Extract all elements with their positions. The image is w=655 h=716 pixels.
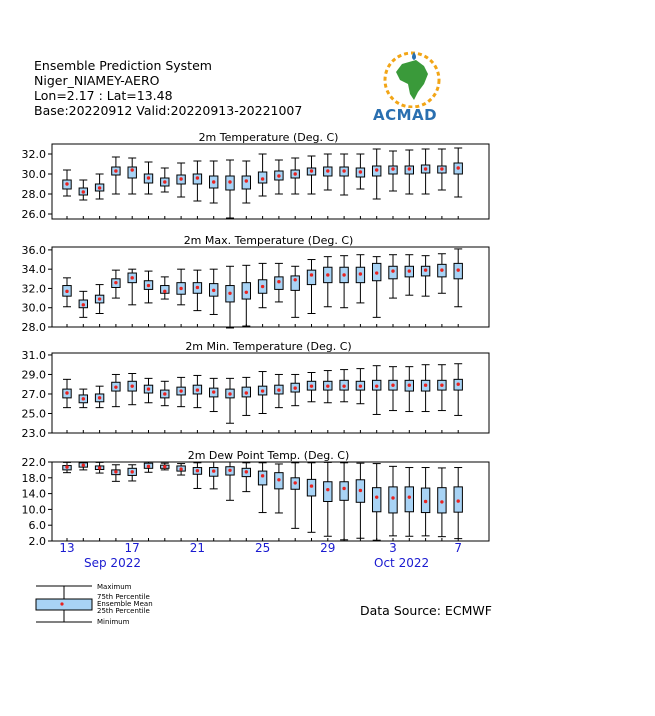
box-13 <box>63 170 71 196</box>
box-13 <box>63 379 71 407</box>
iqr-box <box>258 471 266 485</box>
legend-mean: Ensemble Mean <box>97 600 153 608</box>
mean-dot <box>342 384 345 387</box>
box-14 <box>79 291 87 317</box>
box-26 <box>275 464 283 513</box>
mean-dot <box>342 487 345 490</box>
panel-4 <box>22 449 490 548</box>
box-16 <box>112 374 120 406</box>
mean-dot <box>391 383 394 386</box>
box-24 <box>242 161 250 203</box>
box-7 <box>454 364 462 416</box>
mean-dot <box>196 469 199 472</box>
box-27 <box>291 158 299 194</box>
chart-panels <box>22 131 490 548</box>
y-tick-label: 10.0 <box>21 503 46 517</box>
box-5 <box>421 256 429 296</box>
mean-dot <box>65 465 68 468</box>
mean-dot <box>359 272 362 275</box>
box-17 <box>128 158 136 194</box>
mean-dot <box>228 392 231 395</box>
y-tick-label: 22.0 <box>21 456 46 469</box>
mean-dot <box>294 386 297 389</box>
station-name: Niger_NIAMEY-AERO <box>34 73 160 88</box>
mean-dot <box>424 383 427 386</box>
mean-dot <box>294 278 297 281</box>
panel-title: 2m Temperature (Deg. C) <box>198 131 339 144</box>
mean-dot <box>310 273 313 276</box>
box-18 <box>144 462 152 472</box>
mean-dot <box>98 466 101 469</box>
mean-dot <box>114 385 117 388</box>
box-6 <box>438 365 446 411</box>
box-3 <box>389 466 397 536</box>
y-tick-label: 6.0 <box>28 519 46 533</box>
panel-frame <box>52 144 489 219</box>
mean-dot <box>375 271 378 274</box>
box-17 <box>128 269 136 305</box>
mean-dot <box>310 169 313 172</box>
box-15 <box>95 285 103 314</box>
box-5 <box>421 365 429 412</box>
panel-title: 2m Dew Point Temp. (Deg. C) <box>187 449 350 462</box>
box-13 <box>63 278 71 307</box>
box-20 <box>177 464 185 475</box>
month-label-oct: Oct 2022 <box>374 556 430 570</box>
mean-dot <box>326 169 329 172</box>
mean-dot <box>245 391 248 394</box>
x-day-label: 29 <box>320 541 336 555</box>
mean-dot <box>261 177 264 180</box>
box-25 <box>258 372 266 414</box>
box-20 <box>177 163 185 197</box>
mean-dot <box>179 287 182 290</box>
box-1 <box>356 154 364 189</box>
mean-dot <box>212 180 215 183</box>
mean-dot <box>440 268 443 271</box>
box-19 <box>161 277 169 299</box>
box-7 <box>454 249 462 307</box>
y-tick-label: 14.0 <box>21 487 46 501</box>
mean-dot <box>82 190 85 193</box>
mean-dot <box>163 465 166 468</box>
mean-dot <box>326 273 329 276</box>
box-6 <box>438 468 446 537</box>
box-21 <box>193 270 201 310</box>
box-19 <box>161 463 169 470</box>
box-28 <box>307 373 315 402</box>
mean-dot <box>82 397 85 400</box>
y-tick-label: 32.0 <box>21 148 46 161</box>
mean-dot <box>114 281 117 284</box>
box-2 <box>373 464 381 541</box>
mean-dot <box>326 488 329 491</box>
box-30 <box>340 463 348 540</box>
mean-dot <box>391 269 394 272</box>
mean-dot <box>342 169 345 172</box>
mean-dot <box>131 384 134 387</box>
mean-dot <box>457 499 460 502</box>
y-tick-label: 26.0 <box>21 208 46 221</box>
box-2 <box>373 366 381 415</box>
mean-dot <box>212 390 215 393</box>
box-22 <box>210 462 218 489</box>
box-27 <box>291 463 299 529</box>
coordinates: Lon=2.17 : Lat=13.48 <box>34 88 173 103</box>
box-17 <box>128 373 136 404</box>
legend-p75: 75th Percentile <box>97 593 150 601</box>
base-valid-dates: Base:20220912 Valid:20220913-20221007 <box>34 103 303 118</box>
mean-dot <box>375 168 378 171</box>
y-tick-label: 2.0 <box>28 535 46 548</box>
box-2 <box>373 149 381 199</box>
y-tick-label: 28.0 <box>21 321 46 334</box>
box-23 <box>226 462 234 500</box>
box-21 <box>193 463 201 489</box>
mean-dot <box>196 388 199 391</box>
box-23 <box>226 160 234 218</box>
box-23 <box>226 266 234 328</box>
mean-dot <box>261 389 264 392</box>
panel-title: 2m Max. Temperature (Deg. C) <box>183 234 354 247</box>
x-day-label: 25 <box>254 541 271 555</box>
box-18 <box>144 271 152 303</box>
iqr-box <box>340 482 348 501</box>
box-4 <box>405 255 413 295</box>
box-6 <box>438 254 446 294</box>
box-15 <box>95 174 103 199</box>
mean-dot <box>294 172 297 175</box>
mean-dot <box>359 489 362 492</box>
y-tick-label: 30.0 <box>21 301 46 315</box>
mean-dot <box>163 180 166 183</box>
mean-dot <box>440 383 443 386</box>
legend-mean-dot <box>60 602 63 605</box>
legend-p25: 25th Percentile <box>97 607 150 615</box>
y-tick-label: 29.0 <box>21 368 46 382</box>
mean-dot <box>359 170 362 173</box>
box-15 <box>95 462 103 473</box>
x-day-label: 21 <box>189 541 206 555</box>
box-25 <box>258 263 266 307</box>
mean-dot <box>457 166 460 169</box>
box-28 <box>307 156 315 194</box>
box-16 <box>112 157 120 194</box>
box-25 <box>258 463 266 513</box>
y-tick-label: 36.0 <box>21 243 46 257</box>
box-14 <box>79 180 87 200</box>
box-16 <box>112 270 120 298</box>
logo-text: ACMAD <box>373 106 438 124</box>
box-22 <box>210 161 218 203</box>
panel-2 <box>22 234 490 334</box>
mean-dot <box>131 168 134 171</box>
y-tick-label: 18.0 <box>21 471 46 485</box>
mean-dot <box>310 484 313 487</box>
mean-dot <box>391 167 394 170</box>
box-29 <box>324 371 332 403</box>
box-28 <box>307 260 315 314</box>
box-18 <box>144 162 152 194</box>
box-14 <box>79 462 87 470</box>
box-28 <box>307 463 315 533</box>
x-day-label: 13 <box>59 541 75 555</box>
mean-dot <box>196 176 199 179</box>
mean-dot <box>163 392 166 395</box>
mean-dot <box>457 268 460 271</box>
box-1 <box>356 369 364 404</box>
legend-minimum: Minimum <box>97 618 130 626</box>
y-tick-label: 27.0 <box>21 387 46 401</box>
y-tick-label: 32.0 <box>21 282 46 296</box>
mean-dot <box>82 303 85 306</box>
iqr-box <box>307 270 315 284</box>
box-21 <box>193 161 201 201</box>
mean-dot <box>179 389 182 392</box>
box-29 <box>324 462 332 536</box>
data-source: Data Source: ECMWF <box>360 603 492 618</box>
box-24 <box>242 265 250 326</box>
mean-dot <box>277 388 280 391</box>
box-26 <box>275 374 283 407</box>
mean-dot <box>326 384 329 387</box>
y-tick-label: 28.0 <box>21 188 46 201</box>
box-29 <box>324 257 332 307</box>
box-3 <box>389 367 397 411</box>
box-19 <box>161 168 169 192</box>
mean-dot <box>408 269 411 272</box>
mean-dot <box>277 174 280 177</box>
mean-dot <box>65 391 68 394</box>
mean-dot <box>98 396 101 399</box>
y-tick-label: 23.0 <box>21 427 46 440</box>
mean-dot <box>228 469 231 472</box>
legend-box <box>36 599 92 610</box>
panel-3 <box>22 340 490 440</box>
box-26 <box>275 160 283 194</box>
mean-dot <box>98 297 101 300</box>
mean-dot <box>163 290 166 293</box>
legend-maximum: Maximum <box>97 583 132 591</box>
box-17 <box>128 465 136 481</box>
mean-dot <box>408 495 411 498</box>
box-16 <box>112 465 120 482</box>
box-24 <box>242 463 250 492</box>
box-27 <box>291 374 299 405</box>
mean-dot <box>147 284 150 287</box>
mean-dot <box>408 383 411 386</box>
mean-dot <box>277 280 280 283</box>
box-1 <box>356 463 364 538</box>
box-27 <box>291 266 299 317</box>
x-day-labels <box>59 541 462 555</box>
mean-dot <box>245 179 248 182</box>
mean-dot <box>245 291 248 294</box>
mean-dot <box>375 384 378 387</box>
box-20 <box>177 377 185 406</box>
box-30 <box>340 370 348 402</box>
box-29 <box>324 154 332 190</box>
x-day-label: 17 <box>124 541 140 555</box>
panel-1 <box>22 131 490 221</box>
box-3 <box>389 255 397 298</box>
box-23 <box>226 378 234 423</box>
mean-dot <box>294 481 297 484</box>
box-22 <box>210 269 218 314</box>
iqr-box <box>389 487 397 513</box>
mean-dot <box>82 463 85 466</box>
mean-dot <box>228 292 231 295</box>
box-7 <box>454 468 462 539</box>
box-7 <box>454 148 462 197</box>
mean-dot <box>212 289 215 292</box>
mean-dot <box>196 286 199 289</box>
mean-dot <box>179 467 182 470</box>
box-25 <box>258 154 266 196</box>
mean-dot <box>359 384 362 387</box>
mean-dot <box>179 177 182 180</box>
mean-dot <box>261 474 264 477</box>
box-26 <box>275 263 283 302</box>
mean-dot <box>277 478 280 481</box>
mean-dot <box>147 176 150 179</box>
box-5 <box>421 149 429 194</box>
mean-dot <box>212 469 215 472</box>
mean-dot <box>424 167 427 170</box>
mean-dot <box>228 180 231 183</box>
mean-dot <box>375 495 378 498</box>
mean-dot <box>342 273 345 276</box>
box-6 <box>438 149 446 190</box>
box-13 <box>63 462 71 472</box>
mean-dot <box>114 470 117 473</box>
box-30 <box>340 154 348 195</box>
mean-dot <box>457 383 460 386</box>
mean-dot <box>114 169 117 172</box>
box-1 <box>356 255 364 303</box>
box-15 <box>95 386 103 407</box>
iqr-box <box>373 488 381 512</box>
box-2 <box>373 257 381 318</box>
mean-dot <box>408 167 411 170</box>
box-30 <box>340 256 348 308</box>
mean-dot <box>424 500 427 503</box>
x-day-label: 7 <box>454 541 463 555</box>
mean-dot <box>440 167 443 170</box>
box-21 <box>193 375 201 407</box>
box-3 <box>389 151 397 191</box>
y-tick-label: 30.0 <box>21 168 46 181</box>
y-tick-label: 31.0 <box>21 348 46 362</box>
y-tick-label: 25.0 <box>21 407 46 421</box>
iqr-box <box>324 482 332 502</box>
box-20 <box>177 269 185 305</box>
box-22 <box>210 378 218 411</box>
box-19 <box>161 381 169 405</box>
x-day-label: 3 <box>389 541 397 555</box>
mean-dot <box>391 496 394 499</box>
month-label-sep: Sep 2022 <box>84 556 141 570</box>
box-14 <box>79 389 87 408</box>
mean-dot <box>245 470 248 473</box>
mean-dot <box>65 290 68 293</box>
mean-dot <box>98 186 101 189</box>
x-axis-labels <box>59 541 462 570</box>
panel-title: 2m Min. Temperature (Deg. C) <box>185 340 352 353</box>
mean-dot <box>147 387 150 390</box>
iqr-box <box>405 487 413 512</box>
legend <box>36 583 153 626</box>
mean-dot <box>65 182 68 185</box>
mean-dot <box>131 276 134 279</box>
box-5 <box>421 468 429 536</box>
box-4 <box>405 367 413 412</box>
box-4 <box>405 468 413 537</box>
mean-dot <box>261 285 264 288</box>
y-tick-label: 34.0 <box>21 263 46 277</box>
mean-dot <box>310 384 313 387</box>
mean-dot <box>131 470 134 473</box>
mean-dot <box>440 500 443 503</box>
mean-dot <box>147 465 150 468</box>
system-title: Ensemble Prediction System <box>34 58 212 73</box>
box-24 <box>242 377 250 415</box>
mean-dot <box>424 268 427 271</box>
box-18 <box>144 378 152 402</box>
box-4 <box>405 150 413 194</box>
